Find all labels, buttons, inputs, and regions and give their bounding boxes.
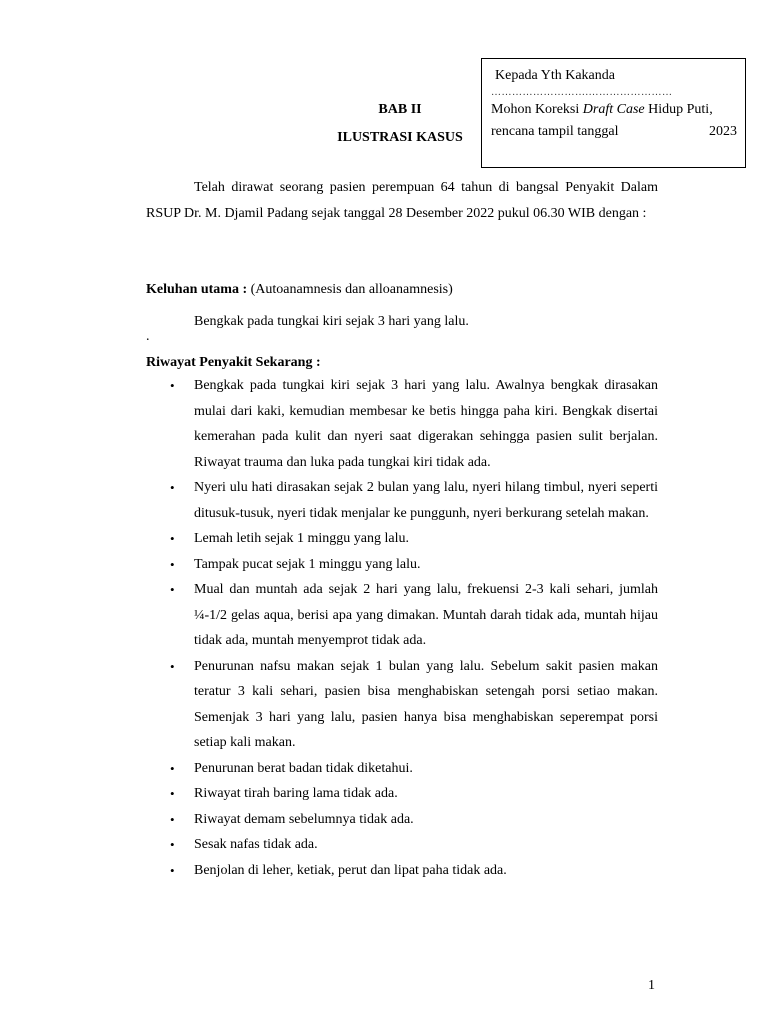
list-item <box>170 475 658 526</box>
list-item-text: Nyeri ulu hati dirasakan sejak 2 bulan yang lalu, nyeri hilang timbul, nyeri seperti ditusuk-tusuk, nyeri tidak menjalar ke punggunh, nyeri berkurang setelah makan. <box>194 480 658 521</box>
list-item-text: Mual dan muntah ada sejak 2 hari yang lalu, frekuensi 2-3 kali sehari, jumlah ¼-1/2 gelas aqua, berisi apa yang dimakan. Muntah darah tidak ada, muntah hijau tidak ada, muntah menyemprot tidak ada. <box>194 582 658 648</box>
list-item-text: Riwayat tirah baring lama tidak ada. <box>194 786 398 801</box>
note-request-italic: Draft Case <box>582 102 645 117</box>
present-illness-heading: Riwayat Penyakit Sekarang : <box>146 355 321 370</box>
bullet-icon: • <box>170 658 175 674</box>
list-item-text: Lemah letih sejak 1 minggu yang lalu. <box>194 531 410 546</box>
bullet-icon: • <box>170 837 175 852</box>
bullet-icon: • <box>170 582 175 597</box>
present-illness-list <box>170 373 658 883</box>
list-item <box>170 781 658 807</box>
page-number: 1 <box>648 978 655 993</box>
note-request-prefix: Mohon Koreksi <box>491 102 583 117</box>
stray-period: . <box>146 329 150 344</box>
intro-paragraph: Telah dirawat seorang pasien perempuan 64 tahun di bangsal Penyakit Dalam RSUP Dr. M. Djamil Padang sejak tanggal 28 Desember 2022 pukul 06.30 WIB dengan : <box>146 180 658 221</box>
list-item-text: Penurunan nafsu makan sejak 1 bulan yang lalu. Sebelum sakit pasien makan teratur 3 kali sehari, pasien bisa menghabiskan setengah porsi setiao makan. Semenjak 3 hari yang lalu, pasien hanya bisa menghabiskan seperempat porsi setiap kali makan. <box>194 658 658 750</box>
bullet-icon: • <box>170 760 175 776</box>
list-item-text: Sesak nafas tidak ada. <box>194 837 318 852</box>
list-item <box>170 373 658 475</box>
list-item <box>170 577 658 654</box>
note-blank-line: ……………………….…………………… <box>491 87 673 98</box>
bullet-icon: • <box>170 556 175 572</box>
bullet-icon: • <box>170 480 175 495</box>
chapter-number: BAB II <box>378 102 422 117</box>
note-request <box>491 99 737 121</box>
note-schedule-year: 2023 <box>709 124 737 139</box>
main-complaint-label: Keluhan utama : <box>146 282 248 297</box>
list-item <box>170 832 658 858</box>
main-complaint-heading <box>146 277 658 303</box>
note-recipient: Kepada Yth Kakanda <box>495 68 615 83</box>
bullet-icon: • <box>170 862 175 878</box>
list-item <box>170 552 658 578</box>
bullet-icon: • <box>170 531 175 546</box>
list-item-text: Tampak pucat sejak 1 minggu yang lalu. <box>194 556 421 572</box>
list-item <box>170 756 658 782</box>
list-item <box>170 858 658 884</box>
list-item-text: Penurunan berat badan tidak diketahui. <box>194 760 413 776</box>
bullet-icon: • <box>170 378 175 393</box>
main-complaint-text: Bengkak pada tungkai kiri sejak 3 hari yang lalu. <box>194 314 469 329</box>
list-item-text: Riwayat demam sebelumnya tidak ada. <box>194 811 414 827</box>
list-item <box>170 654 658 756</box>
list-item <box>170 807 658 833</box>
list-item-text: Bengkak pada tungkai kiri sejak 3 hari yang lalu. Awalnya bengkak dirasakan mulai dari kaki, kemudian membesar ke betis hingga paha kiri. Bengkak disertai kemerahan pada kulit dan nyeri saat digerakan sehingga pasien sulit berjalan. Riwayat trauma dan luka pada tungkai kiri tidak ada. <box>194 378 658 470</box>
reviewer-note-box <box>481 58 746 168</box>
note-request-suffix: Hidup Puti, <box>644 102 713 117</box>
bullet-icon: • <box>170 786 175 801</box>
note-schedule <box>491 121 737 143</box>
main-complaint-source: (Autoanamnesis dan alloanamnesis) <box>247 282 453 297</box>
list-item-text: Benjolan di leher, ketiak, perut dan lipat paha tidak ada. <box>194 862 507 878</box>
chapter-title: ILUSTRASI KASUS <box>337 130 463 145</box>
bullet-icon: • <box>170 811 175 827</box>
note-schedule-label: rencana tampil tanggal <box>491 124 619 139</box>
list-item <box>170 526 658 552</box>
